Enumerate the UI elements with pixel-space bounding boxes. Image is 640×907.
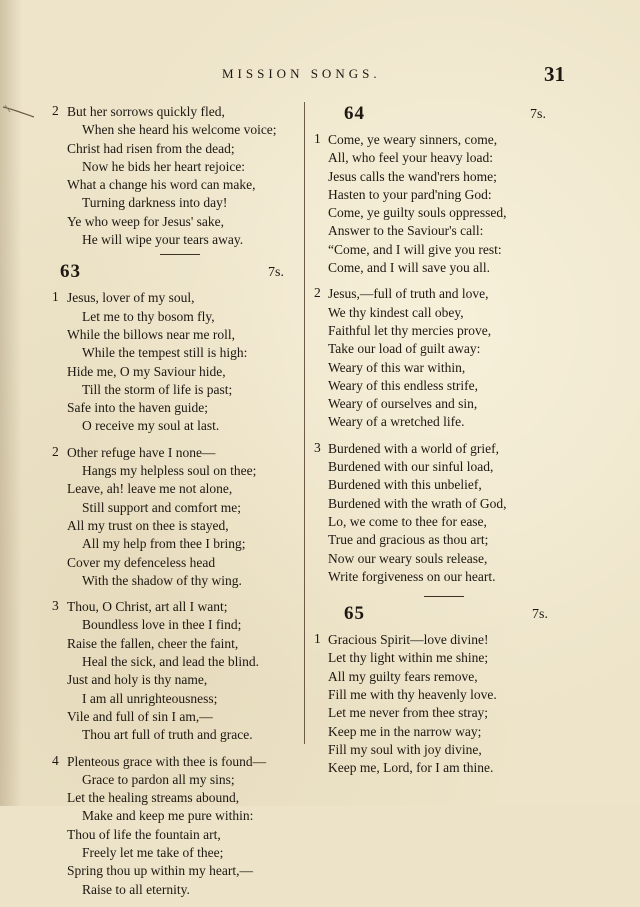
verse-line: Still support and comfort me; — [82, 499, 241, 515]
hymn-divider — [424, 596, 464, 597]
verse-line: All, who feel your heavy load: — [328, 150, 493, 166]
stanza-65-1 — [314, 631, 560, 777]
verse-line: Let thy light within me shine; — [328, 650, 489, 666]
hymn-divider — [160, 254, 200, 255]
verse-line: Hasten to your pard'ning God: — [328, 186, 492, 202]
column-rule — [304, 102, 305, 744]
stanza-63-3 — [52, 598, 298, 744]
verse-line: He will wipe your tears away. — [82, 232, 244, 248]
verse-line: Keep me, Lord, for I am thine. — [328, 760, 494, 776]
verse-line: Jesus, lover of my soul, — [67, 290, 195, 306]
verse-line: Fill me with thy heavenly love. — [328, 687, 497, 703]
verse-line: Come, ye weary sinners, come, — [328, 132, 498, 147]
verse-line: Spring thou up within my heart,— — [67, 863, 253, 879]
verse-line: Jesus,—full of truth and love, — [328, 286, 489, 302]
verse-line: Heal the sick, and lead the blind. — [82, 654, 259, 670]
stanza-64-2 — [314, 285, 560, 431]
stanza-63-2 — [52, 444, 298, 590]
hymn-header-63 — [52, 261, 298, 289]
verse-line: Keep me in the narrow way; — [328, 723, 482, 739]
verse-line: Burdened with our sinful load, — [328, 459, 494, 475]
verse-line: All my trust on thee is stayed, — [67, 517, 229, 533]
stanza-64-3 — [314, 440, 560, 586]
verse-line: Let me never from thee stray; — [328, 705, 489, 721]
stanza-number: 1 — [314, 631, 321, 647]
verse-line: Fill my soul with joy divine, — [328, 741, 482, 757]
verse-line: All my guilty fears remove, — [328, 668, 478, 684]
verse-line: Let me to thy bosom fly, — [82, 308, 215, 324]
hymn-header-64 — [314, 103, 560, 131]
hymn-meter: 7s. — [532, 607, 548, 623]
verse-line: Weary of this war within, — [328, 359, 466, 375]
verse-line: When she heard his welcome voice; — [82, 122, 277, 138]
verse-line: Thou, O Christ, art all I want; — [67, 599, 228, 615]
verse-line: Boundless love in thee I find; — [82, 617, 242, 633]
stanza-63-1 — [52, 289, 298, 435]
hymn-meter: 7s. — [530, 107, 546, 122]
hymn-number: 63 — [60, 261, 81, 283]
verse-line: Let the healing streams abound, — [67, 790, 240, 806]
verse-line: Weary of this endless strife, — [328, 377, 478, 393]
verse-line: Just and holy is thy name, — [67, 672, 208, 688]
verse-line: Turning darkness into day! — [82, 195, 228, 211]
hymn-meter: 7s. — [268, 265, 284, 281]
verse-line: Burdened with a world of grief, — [328, 440, 499, 456]
stanza-number: 2 — [314, 285, 321, 301]
stanza-63-4 — [52, 753, 298, 899]
verse-line: Grace to pardon all my sins; — [82, 771, 235, 787]
verse-line: With the shadow of thy wing. — [82, 572, 242, 588]
pencil-mark — [2, 103, 36, 121]
stanza-64-1 — [314, 131, 560, 277]
verse-line: Cover my defenceless head — [67, 554, 216, 570]
verse-line: Come, ye guilty souls oppressed, — [328, 205, 507, 221]
verse-line: Now our weary souls release, — [328, 550, 488, 566]
verse-line: True and gracious as thou art; — [328, 532, 489, 548]
verse-line: Jesus calls the wand'rers home; — [328, 168, 497, 184]
verse-line: We thy kindest call obey, — [328, 304, 464, 320]
verse-line: Weary of ourselves and sin, — [328, 396, 478, 412]
verse-line: Weary of a wretched life. — [328, 414, 465, 430]
verse-line: Answer to the Saviour's call: — [328, 223, 484, 239]
hymn-header-65 — [314, 603, 560, 631]
stanza-number: 3 — [52, 598, 59, 614]
stanza-continuation — [52, 103, 298, 249]
verse-line: Thou of life the fountain art, — [67, 826, 221, 842]
verse-line: Make and keep me pure within: — [82, 808, 254, 824]
page-header — [0, 62, 640, 88]
verse-line: Now he bids her heart rejoice: — [82, 158, 246, 174]
verse-line: Till the storm of life is past; — [82, 381, 233, 397]
verse-line: Write forgiveness on our heart. — [328, 568, 496, 584]
stanza-number: 1 — [52, 289, 59, 305]
stanza-number: 3 — [314, 439, 321, 455]
verse-line: I am all unrighteousness; — [82, 690, 218, 706]
verse-line: All my help from thee I bring; — [82, 536, 246, 552]
verse-line: Raise the fallen, cheer the faint, — [67, 635, 239, 651]
verse-line: Burdened with this unbelief, — [328, 477, 482, 493]
verse-line: Thou art full of truth and grace. — [82, 727, 253, 743]
verse-line: Hangs my helpless soul on thee; — [82, 463, 257, 479]
verse-line: Take our load of guilt away: — [328, 341, 481, 357]
stanza-number: 4 — [52, 752, 59, 768]
verse-line: What a change his word can make, — [67, 177, 256, 193]
verse-line: Safe into the haven guide; — [67, 400, 208, 416]
page-number: 31 — [544, 62, 565, 86]
verse-line: Raise to all eternity. — [82, 881, 190, 897]
verse-line: “Come, and I will give you rest: — [328, 241, 502, 257]
verse-line: Leave, ah! leave me not alone, — [67, 481, 233, 497]
verse-line: While the tempest still is high: — [82, 345, 248, 361]
stanza-number: 2 — [52, 103, 59, 118]
stanza-number: 2 — [52, 443, 59, 459]
hymn-number: 65 — [344, 603, 365, 625]
verse-line: Faithful let thy mercies prove, — [328, 322, 492, 338]
stanza-number: 1 — [314, 131, 321, 146]
verse-line: Burdened with the wrath of God, — [328, 495, 507, 511]
verse-line: Ye who weep for Jesus' sake, — [67, 213, 225, 229]
left-column — [52, 103, 298, 907]
verse-line: O receive my soul at last. — [82, 418, 220, 434]
running-title: MISSION SONGS. — [222, 66, 381, 81]
verse-line: But her sorrows quickly fled, — [67, 104, 225, 119]
hymn-number: 64 — [344, 103, 365, 124]
verse-line: Plenteous grace with thee is found— — [67, 753, 267, 769]
verse-line: Hide me, O my Saviour hide, — [67, 363, 226, 379]
verse-line: Freely let me take of thee; — [82, 844, 224, 860]
verse-line: Come, and I will save you all. — [328, 260, 490, 276]
verse-line: Other refuge have I none— — [67, 444, 216, 460]
verse-line: Gracious Spirit—love divine! — [328, 632, 489, 648]
verse-line: While the billows near me roll, — [67, 326, 235, 342]
verse-line: Christ had risen from the dead; — [67, 140, 235, 156]
right-column — [314, 103, 560, 786]
verse-line: Vile and full of sin I am,— — [67, 708, 213, 724]
verse-line: Lo, we come to thee for ease, — [328, 513, 487, 529]
